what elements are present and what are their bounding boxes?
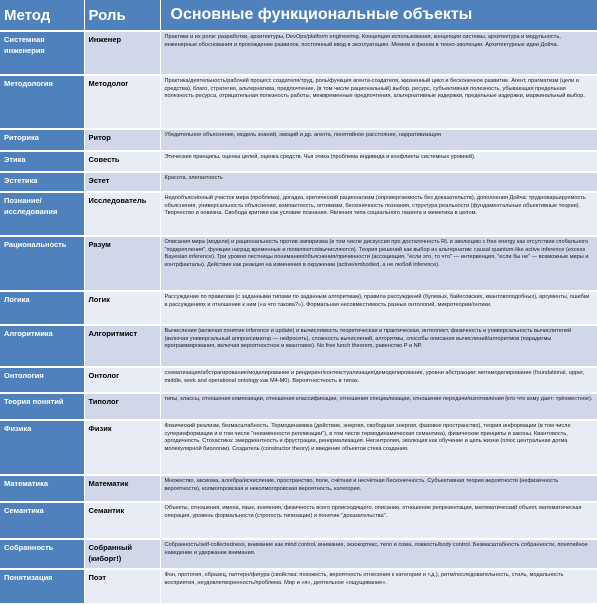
table-row [0, 236, 597, 291]
objects-cell: Практика/деятельность/рабочий процесс создателя/труд, роль/функция агента-создателя, жизненный цикл и бесконечное развитие. Агент, прагматизм (цели и средства), благо, стратегия, альтернатива, предпочтение, (в том числе рациональный) выбор, ресурс, субъективная полезность, убывающая предельная полезность ресурса, отрицательная полезность работы, межвременные предпочтения, альтернативные издержки, предельные издержки, маржинальный выбор. [160, 75, 597, 129]
role-cell: Логик [84, 291, 160, 325]
role-cell: Собранный (киборг!) [84, 539, 160, 569]
method-cell: Математика [0, 475, 84, 502]
header-role: Роль [84, 0, 160, 31]
table-row [0, 75, 597, 129]
table-header-row [0, 0, 597, 31]
objects-cell: Рассуждение по правилам (с заданными типами по заданным алгоритмам), правила рассуждений (булевых, байесовских, квантовоподобных), аргументы, ошибки в рассуждениях и отношение к ним («а что такова?»). Формальная несовместимость разных онтологий, микротеории/онтики. [160, 291, 597, 325]
table-row [0, 291, 597, 325]
role-cell: Инженер [84, 31, 160, 75]
objects-cell: схематизация/абстрагирование/моделирование и рендеринг/контекстуализация/демоделирование, уровни абстракции: метамоделирование (foundational, upper, middle, work and operational ontology как M4-M0). Вероятностность в типах. [160, 367, 597, 393]
role-cell: Алгоритмист [84, 325, 160, 367]
role-cell: Методолог [84, 75, 160, 129]
method-cell: Системная инженерия [0, 31, 84, 75]
role-cell: Физик [84, 420, 160, 475]
table-row [0, 325, 597, 367]
method-cell: Теория понятий [0, 393, 84, 420]
method-cell: Онтология [0, 367, 84, 393]
objects-cell: Множество, аксиома, алгебра/исчисление, пространство, поле, счётная и несчётная бесконечность. Субъективная теория вероятности (нефизичность вероятности), колмогоровская и неколмогоровская вероятность, категория. [160, 475, 597, 502]
objects-cell: Собранность/self-collectedness, внимание как mind control, внимание, экзокортекс, тело и сома, ловкость/body control. Безмасштабность собранности, понятийное наведение и удержание внимания. [160, 539, 597, 569]
method-cell: Понятизация [0, 569, 84, 604]
method-cell: Риторика [0, 129, 84, 151]
table-row [0, 367, 597, 393]
objects-cell: Вычисления (включая понятие inference и update) и вычислимость теоретическая и практическая, интеллект, физичность и универсальность вычислителей (включая универсальный аппроксиматор — нейросеть), сложность вычислений, алгоритмы, способы описания вычислений/алгоритмов (парадигмы программирования, включая вероятностное и квантовое). No free lunch theorem, равенство P и NP. [160, 325, 597, 367]
table-row [0, 569, 597, 604]
table-row [0, 192, 597, 236]
objects-cell: Практики и их роли: разработки, архитектуры, DevOps/platform engineering. Концепция использования, концепция системы, архитектура и модульность, инженерные обоснования и прохождение развилок, постоянный ввод в эксплуатацию. Мемом и феном в техно-эволюции. Архитектурные идеи Дойча. [160, 31, 597, 75]
table-row [0, 129, 597, 151]
role-cell: Совесть [84, 151, 160, 172]
role-cell: Ритор [84, 129, 160, 151]
objects-cell: Физический реализм, безмасштабность. Термодинамика (действие, энергия, свободная энергия, фазовое пространство), теория информации (в том числе суперинформации и в том числе "неизменности репликации"), в том числе термодинамическая семантика), физические принципы и законы. Квантовость, эргодичность. Стохастика: эмерджентность и фрустрации, ренормализация. Негэнтропия, эволюция как обучение и цель жизни (плюс центральная догма молекулярной биологии). Создатель (constructor theory) и введение объектов стека создания. [160, 420, 597, 475]
method-cell: Этика [0, 151, 84, 172]
objects-cell: Красота, элегантность [160, 172, 597, 192]
role-cell: Онтолог [84, 367, 160, 393]
role-cell: Математик [84, 475, 160, 502]
table-row [0, 475, 597, 502]
table-row [0, 151, 597, 172]
method-cell: Физика [0, 420, 84, 475]
role-cell: Эстет [84, 172, 160, 192]
table-row [0, 502, 597, 539]
objects-cell: Описания мира (модели) и рациональность против эмпиризма (в том числе дискуссия про достаточность RL и эволюцию с free energy как отсутствие глобального "подкрепления", функции наград временные и появляются/вычисляются). Теория решений как выбор из альтернатив: causal quantum-like active inference (excess Bayesian inference). Три уровня лестницы понимания/объяснения/причинности (ассоциация, "если это, то что" — интервенция, "если бы не" — возможные миры и контрфакталы). Действие как реакция на изменения в окружении (active/embodied, а не любой inference). [160, 236, 597, 291]
method-cell: Познание/исследования [0, 192, 84, 236]
objects-cell: Объекты, отношения, имена, язык, значения, физичность всего происходящего, описание, отношение репрезентации, математический объект, математическая операция, уровень формальности (строгость типизации) и понятие "доказательства". [160, 502, 597, 539]
method-cell: Логика [0, 291, 84, 325]
role-cell: Семантик [84, 502, 160, 539]
table-row [0, 172, 597, 192]
role-cell: Исследователь [84, 192, 160, 236]
objects-cell: Убедительное объяснение, модель знаний, эмоций и др. агента, понятийное расстояние, нарративизация [160, 129, 597, 151]
method-cell: Эстетика [0, 172, 84, 192]
table-row [0, 539, 597, 569]
objects-cell: Фон, прототип, образец, паттерн/фигура (свойства: похожесть, вероятность отнесения к категории и т.д.), ритм/последовательность, стиль, модальность восприятия, неудовлетворенность/проблема. Мир и «я», деятельное «ощущивание». [160, 569, 597, 604]
method-cell: Методология [0, 75, 84, 129]
table-row [0, 420, 597, 475]
objects-cell: типы, классы, отношения композиции, отношения классификации, отношения специализации, отношение передачи/изготовления (кто что кому дает: трёхместное). [160, 393, 597, 420]
table-row [0, 393, 597, 420]
method-cell: Алгоритмика [0, 325, 84, 367]
method-cell: Семантика [0, 502, 84, 539]
table-row [0, 31, 597, 75]
header-objects: Основные функциональные объекты [160, 0, 597, 31]
role-cell: Разум [84, 236, 160, 291]
role-cell: Поэт [84, 569, 160, 604]
method-cell: Собранность [0, 539, 84, 569]
objects-cell: Недообъяснённый участок мира (проблема), догадка, критический рационализм (опровергаемость без доказательств), дополнения Дойча: трудноварьируемость объяснения, универсальность объяснения, компактность, оптимизм, бесконечность познания, структура реальности (фундаментальные объективные теории). Творчество и новизна. Свобода критики как условие познания. Явления типа социального лазинга и меметика в целом. [160, 192, 597, 236]
objects-cell: Этические принципы, оценка целей, оценка средств. Чья этика (проблема индивида и конфликты системных уровней). [160, 151, 597, 172]
header-method: Метод [0, 0, 84, 31]
role-cell: Типолог [84, 393, 160, 420]
method-cell: Рациональность [0, 236, 84, 291]
